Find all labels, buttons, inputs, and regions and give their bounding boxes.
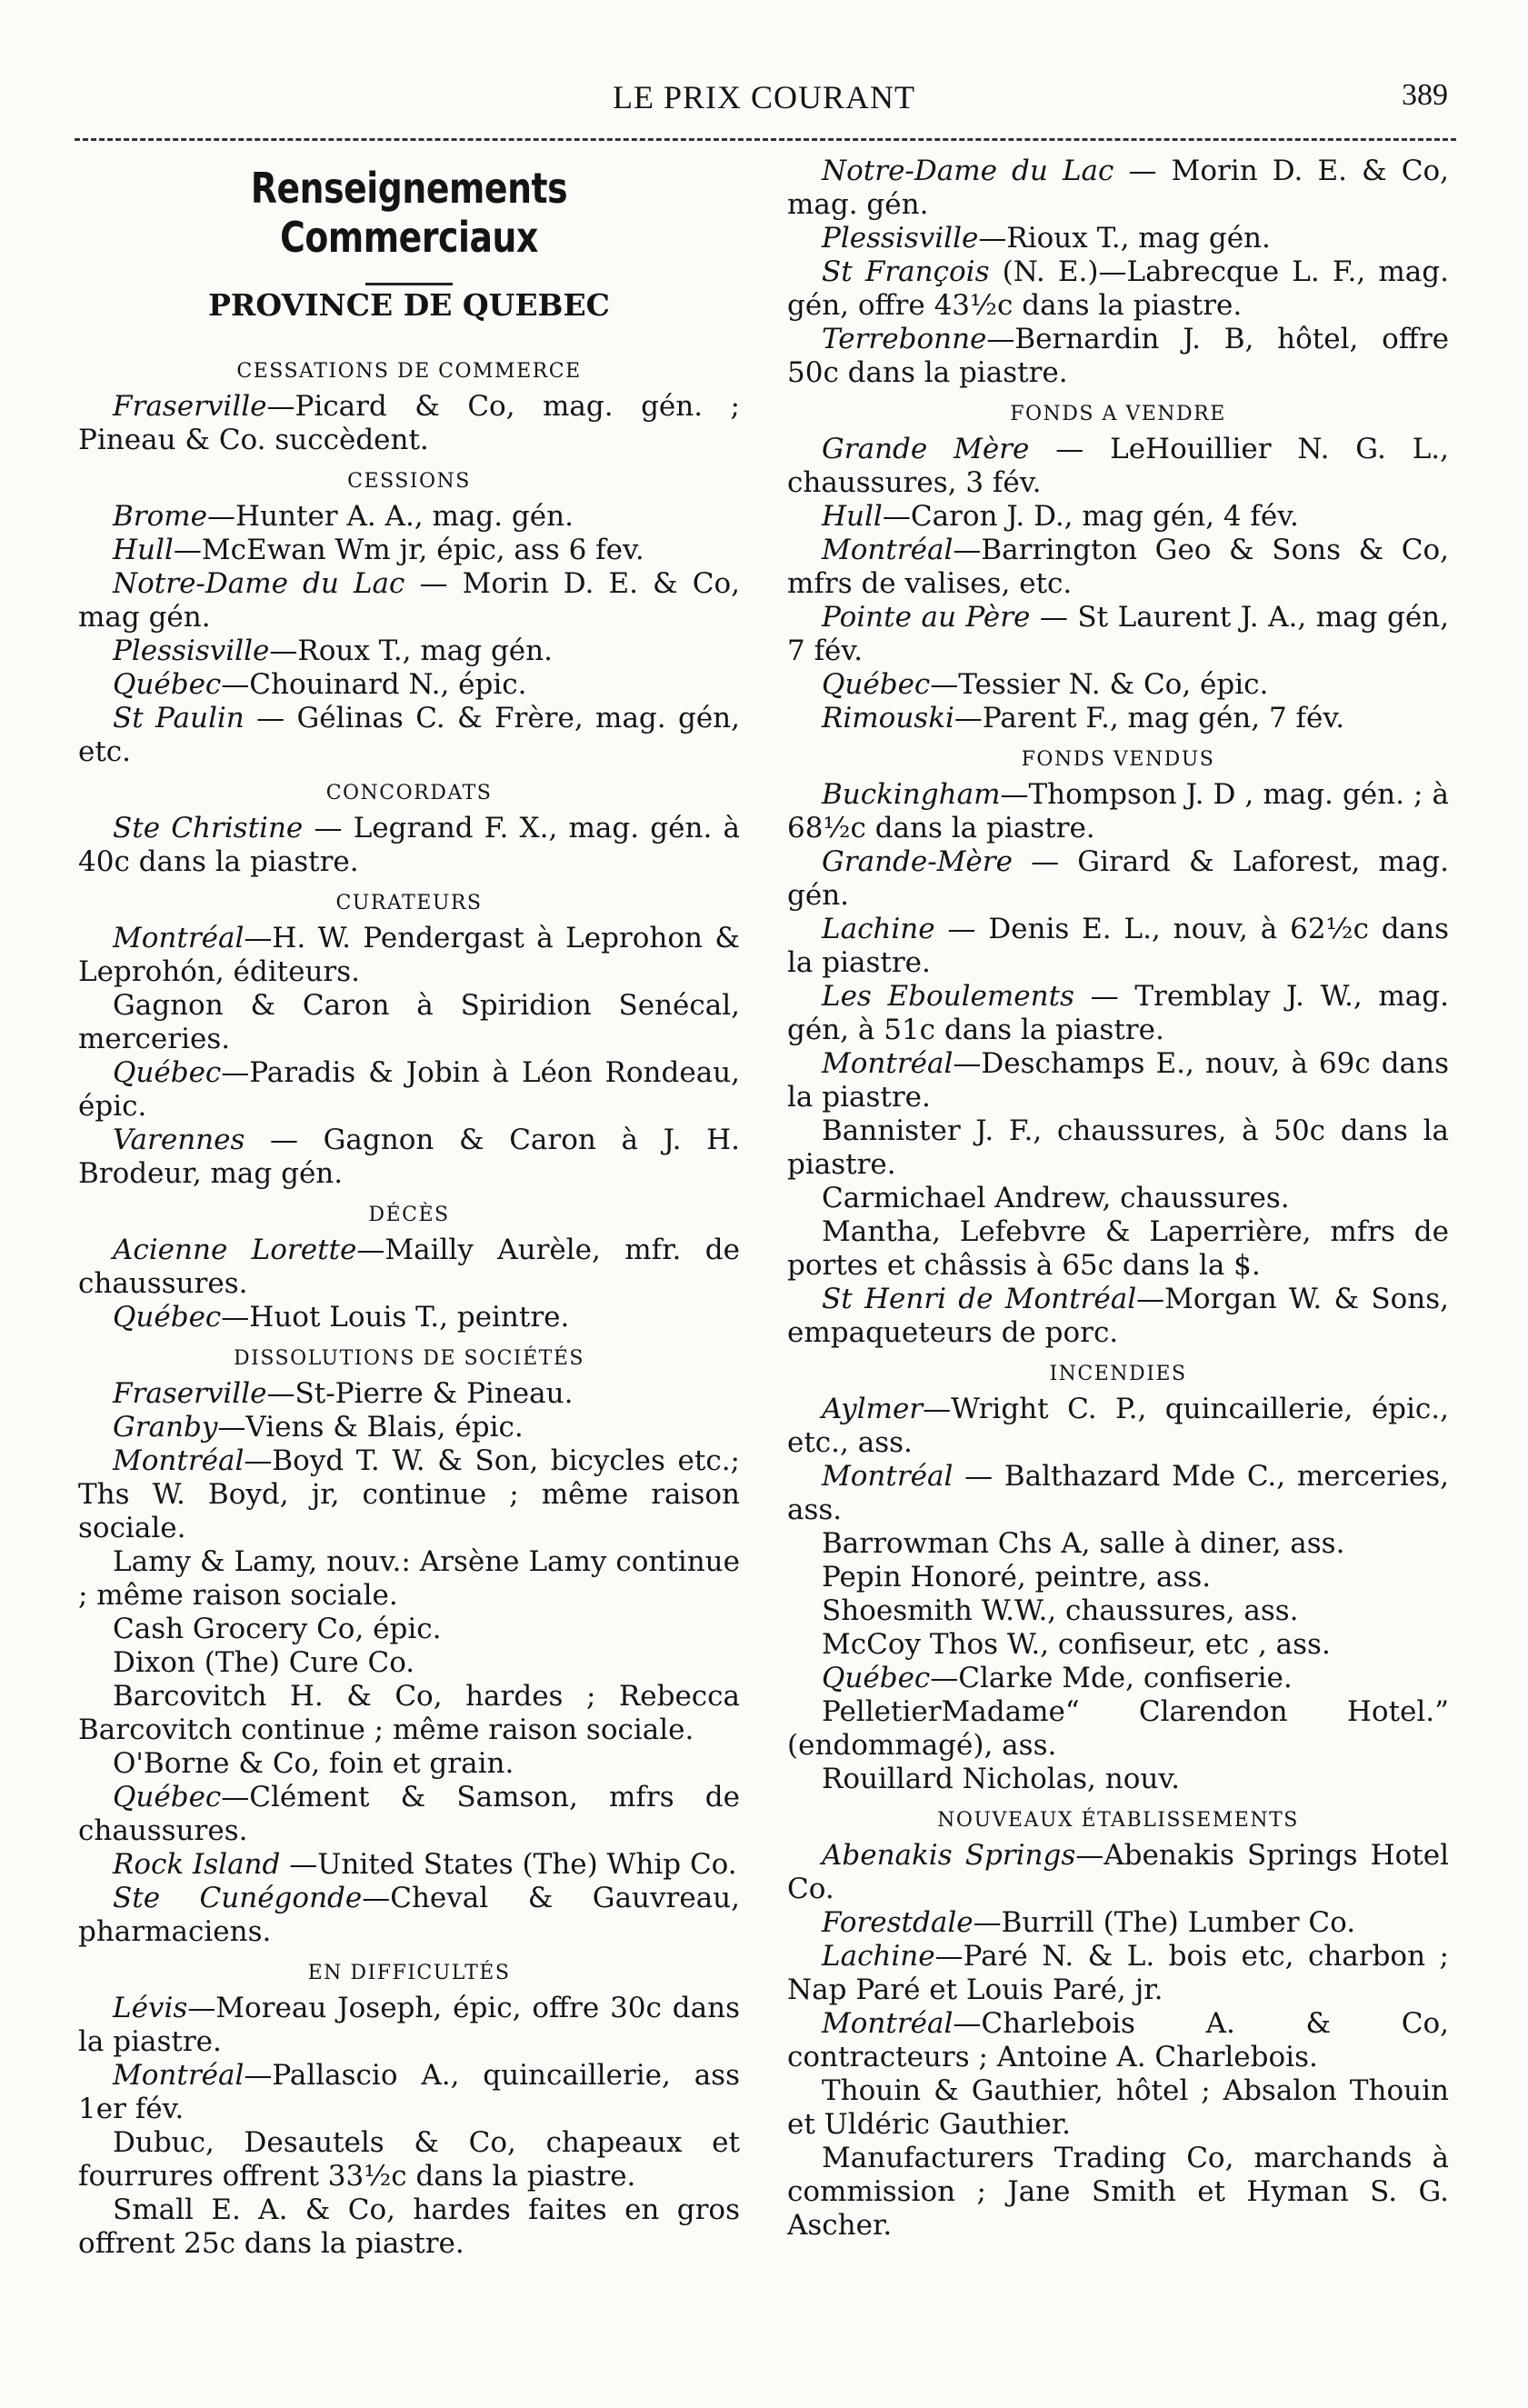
entry-text: Bannister J. F., chaussures, à 50c dans la piastre. bbox=[787, 1114, 1449, 1181]
notice-entry bbox=[78, 500, 740, 534]
running-head-title: LE PRIX COURANT bbox=[612, 79, 915, 115]
separator: — bbox=[356, 1234, 385, 1266]
notice-section bbox=[78, 782, 740, 879]
notice-entry bbox=[787, 1662, 1449, 1695]
place-name: Québec bbox=[113, 668, 222, 701]
separator: — bbox=[1012, 845, 1078, 878]
notice-entry bbox=[78, 390, 740, 457]
place-name: Montréal bbox=[113, 2059, 245, 2092]
entry-text: Charlebois A. & Co, contracteurs ; Antoine A. Charlebois. bbox=[787, 2007, 1449, 2073]
notice-entry bbox=[787, 913, 1449, 980]
notice-section bbox=[787, 155, 1449, 390]
notice-entry bbox=[78, 922, 740, 989]
place-name: Notre-Dame du Lac bbox=[113, 567, 405, 600]
separator: — bbox=[1000, 778, 1029, 811]
entry-text: Boyd T. W. & Son, bicycles etc.; Ths W. Boyd, jr, continue ; même raison sociale. bbox=[78, 1444, 740, 1544]
section-heading: CONCORDATS bbox=[325, 782, 493, 804]
entry-text: Lamy & Lamy, nouv.: Arsène Lamy continue ; même raison sociale. bbox=[78, 1545, 740, 1612]
entry-text: McCoy Thos W., confiseur, etc , ass. bbox=[822, 1628, 1331, 1661]
entry-text: Rouillard Nicholas, nouv. bbox=[822, 1763, 1181, 1795]
entry-text: Gagnon & Caron à J. H. Brodeur, mag gén. bbox=[78, 1124, 740, 1190]
separator: — bbox=[1075, 1839, 1104, 1872]
place-name: Notre-Dame du Lac bbox=[822, 155, 1114, 187]
place-name: Hull bbox=[822, 500, 883, 533]
entry-text: St Laurent J. A., mag gén, 7 fév. bbox=[787, 601, 1449, 667]
notice-entry bbox=[787, 1215, 1449, 1283]
notice-entry bbox=[787, 1628, 1449, 1662]
notice-entry bbox=[787, 222, 1449, 255]
notice-section bbox=[787, 748, 1449, 1350]
notice-entry bbox=[787, 778, 1449, 845]
separator: — bbox=[1114, 155, 1172, 187]
entry-text: Pepin Honoré, peintre, ass. bbox=[822, 1561, 1212, 1594]
entry-text: Shoesmith W.W., chaussures, ass. bbox=[822, 1594, 1299, 1627]
separator: — bbox=[404, 567, 463, 600]
entry-text: Caron J. D., mag gén, 4 fév. bbox=[910, 500, 1299, 533]
notice-entry bbox=[787, 668, 1449, 702]
header-rule bbox=[75, 138, 1456, 141]
place-name: Plessisville bbox=[113, 634, 270, 667]
separator: — bbox=[221, 1056, 250, 1089]
place-name: Les Eboulements bbox=[822, 980, 1074, 1013]
notice-section bbox=[78, 360, 740, 457]
notice-entry bbox=[787, 1527, 1449, 1561]
notice-entry bbox=[787, 534, 1449, 601]
entry-text: H. W. Pendergast à Leprohon & Leprohón, éditeurs. bbox=[78, 922, 740, 988]
section-heading: DISSOLUTIONS DE SOCIÉTÉS bbox=[234, 1347, 584, 1370]
section-heading: FONDS A VENDRE bbox=[1010, 403, 1226, 425]
running-head bbox=[0, 78, 1528, 118]
notice-entry bbox=[787, 1839, 1449, 1906]
right-sections bbox=[787, 155, 1449, 2243]
place-name: Terrebonne bbox=[822, 323, 987, 355]
place-name: Rimouski bbox=[822, 702, 954, 734]
notice-entry bbox=[78, 2126, 740, 2193]
entry-text: Parent F., mag gén, 7 fév. bbox=[982, 702, 1345, 734]
entry-text: Clément & Samson, mfrs de chaussures. bbox=[78, 1781, 740, 1847]
place-name: St Henri de Montréal bbox=[822, 1283, 1137, 1315]
notice-entry bbox=[78, 1124, 740, 1191]
entry-text: Moreau Joseph, épic, offre 30c dans la piastre. bbox=[78, 1992, 740, 2058]
entry-text: Tessier N. & Co, épic. bbox=[958, 668, 1269, 701]
left-sections bbox=[78, 360, 740, 2261]
separator: — bbox=[954, 702, 983, 734]
entry-text: Tremblay J. W., mag. gén, à 51c dans la piastre. bbox=[787, 980, 1449, 1046]
notice-entry bbox=[787, 1283, 1449, 1350]
notice-section bbox=[787, 403, 1449, 735]
entry-text: Barcovitch H. & Co, hardes ; Rebecca Barcovitch continue ; même raison sociale. bbox=[78, 1680, 740, 1746]
place-name: Québec bbox=[113, 1781, 222, 1813]
separator: — bbox=[266, 1377, 295, 1410]
separator: — bbox=[221, 668, 250, 701]
notice-entry bbox=[78, 534, 740, 567]
entry-text: Cash Grocery Co, épic. bbox=[113, 1613, 442, 1645]
separator: — bbox=[923, 1393, 952, 1425]
notice-entry bbox=[78, 1646, 740, 1680]
notice-entry bbox=[787, 2007, 1449, 2074]
entry-text: Cheval & Gauvreau, pharmaciens. bbox=[78, 1882, 740, 1948]
notice-section bbox=[787, 1809, 1449, 2243]
entry-text: Wright C. P., quincaillerie, épic., etc., ass. bbox=[787, 1393, 1449, 1459]
entry-text: Hunter A. A., mag. gén. bbox=[235, 500, 574, 533]
entry-text: Clarke Mde, confiserie. bbox=[958, 1662, 1293, 1694]
separator: — bbox=[1030, 601, 1078, 634]
notice-entry bbox=[787, 1047, 1449, 1114]
notice-entry bbox=[787, 1763, 1449, 1796]
place-name: Lachine bbox=[822, 913, 935, 945]
notice-entry bbox=[78, 702, 740, 769]
notice-entry bbox=[787, 155, 1449, 222]
place-name: Montréal bbox=[822, 2007, 954, 2040]
notice-entry bbox=[787, 255, 1449, 323]
notice-entry bbox=[787, 1114, 1449, 1182]
separator: — bbox=[244, 1444, 273, 1477]
notice-entry bbox=[78, 1781, 740, 1848]
entry-text: Manufacturers Trading Co, marchands à commission ; Jane Smith et Hyman S. G. Ascher. bbox=[787, 2142, 1449, 2242]
entry-text: Pallascio A., quincaillerie, ass 1er fév. bbox=[78, 2059, 740, 2125]
place-name: Aylmer bbox=[822, 1393, 924, 1425]
place-name: St Paulin bbox=[113, 702, 245, 734]
place-name: Brome bbox=[113, 500, 208, 533]
entry-text: Bernardin J. B, hôtel, offre 50c dans la piastre. bbox=[787, 323, 1449, 389]
separator: — bbox=[953, 1460, 1004, 1493]
separator: — bbox=[934, 913, 989, 945]
separator: — bbox=[973, 1906, 1002, 1939]
separator: — bbox=[244, 922, 273, 954]
separator: — bbox=[930, 1662, 959, 1694]
notice-entry bbox=[78, 1848, 740, 1882]
place-name: Pointe au Père bbox=[822, 601, 1031, 634]
notice-entry bbox=[78, 1680, 740, 1747]
notice-section bbox=[78, 1204, 740, 1334]
place-name: Ste Christine bbox=[113, 812, 304, 844]
entry-text: United States (The) Whip Co. bbox=[317, 1848, 737, 1881]
province-rule bbox=[365, 283, 453, 285]
separator: — bbox=[986, 323, 1015, 355]
entry-text: Legrand F. X., mag. gén. à 40c dans la piastre. bbox=[78, 812, 740, 878]
place-name: Montréal bbox=[822, 1460, 954, 1493]
separator: — bbox=[978, 222, 1007, 255]
place-name: Montréal bbox=[113, 1444, 245, 1477]
place-name: Grande Mère bbox=[822, 433, 1030, 465]
entry-text: Thouin & Gauthier, hôtel ; Absalon Thouin et Uldéric Gauthier. bbox=[787, 2074, 1449, 2141]
separator: — bbox=[953, 1047, 982, 1080]
notice-section bbox=[78, 1962, 740, 2261]
notice-entry bbox=[78, 989, 740, 1056]
separator: — bbox=[1074, 980, 1135, 1013]
notice-section bbox=[78, 892, 740, 1191]
separator: — bbox=[217, 1411, 246, 1444]
entry-text: Barrington Geo & Sons & Co, mfrs de valises, etc. bbox=[787, 534, 1449, 600]
entry-text: Carmichael Andrew, chaussures. bbox=[822, 1182, 1290, 1214]
province-heading: PROVINCE DE QUEBEC bbox=[208, 287, 610, 323]
entry-text: Morgan W. & Sons, empaqueteurs de porc. bbox=[787, 1283, 1449, 1349]
notice-entry bbox=[78, 1992, 740, 2059]
separator: — bbox=[934, 1940, 964, 1973]
notice-section bbox=[78, 470, 740, 769]
entry-text: Dixon (The) Cure Co. bbox=[113, 1646, 415, 1679]
entry-text: Abenakis Springs Hotel Co. bbox=[787, 1839, 1449, 1905]
separator: — bbox=[187, 1992, 216, 2024]
entry-text: O'Borne & Co, foin et grain. bbox=[113, 1747, 514, 1780]
section-heading: CURATEURS bbox=[335, 892, 483, 914]
entry-text: McEwan Wm jr, épic, ass 6 fev. bbox=[201, 534, 644, 566]
entry-text: Burrill (The) Lumber Co. bbox=[1001, 1906, 1356, 1939]
notice-entry bbox=[78, 1234, 740, 1301]
notice-entry bbox=[787, 1393, 1449, 1460]
separator: — bbox=[953, 534, 982, 566]
entry-text: Picard & Co, mag. gén. ; Pineau & Co. succèdent. bbox=[78, 390, 740, 456]
notice-entry bbox=[787, 1594, 1449, 1628]
notice-entry bbox=[787, 1561, 1449, 1594]
place-name: Fraserville bbox=[113, 1377, 267, 1410]
entry-text: Morin D. E. & Co, mag. gén. bbox=[787, 155, 1449, 221]
notice-entry bbox=[787, 2142, 1449, 2243]
notice-entry bbox=[787, 1460, 1449, 1527]
place-name: Acienne Lorette bbox=[113, 1234, 357, 1266]
notice-entry bbox=[78, 1301, 740, 1334]
notice-entry bbox=[787, 702, 1449, 735]
separator: — bbox=[266, 390, 295, 423]
separator: — bbox=[244, 702, 297, 734]
entry-text: LeHouillier N. G. L., chaussures, 3 fév. bbox=[787, 433, 1449, 499]
section-heading: CESSIONS bbox=[347, 470, 471, 493]
notice-entry bbox=[787, 433, 1449, 500]
place-name: Québec bbox=[113, 1056, 222, 1089]
place-name: Abenakis Springs bbox=[822, 1839, 1076, 1872]
entry-text: Rioux T., mag gén. bbox=[1006, 222, 1271, 255]
place-name: Plessisville bbox=[822, 222, 979, 255]
entry-text: Viens & Blais, épic. bbox=[245, 1411, 524, 1444]
entry-text: Roux T., mag gén. bbox=[297, 634, 553, 667]
notice-section bbox=[78, 1347, 740, 1949]
notice-entry bbox=[787, 845, 1449, 913]
notice-entry bbox=[787, 1906, 1449, 1940]
notice-entry bbox=[787, 601, 1449, 668]
place-name: Montréal bbox=[822, 1047, 954, 1080]
notice-entry bbox=[78, 1747, 740, 1781]
entry-text: St-Pierre & Pineau. bbox=[295, 1377, 574, 1410]
place-name: Lachine bbox=[822, 1940, 935, 1973]
place-name: Québec bbox=[822, 1662, 931, 1694]
entry-text: Balthazard Mde C., merceries, ass. bbox=[787, 1460, 1449, 1526]
notice-entry bbox=[78, 2059, 740, 2126]
separator: — bbox=[221, 1301, 250, 1334]
entry-text: PelletierMadame“ Clarendon Hotel.” (endommagé), ass. bbox=[787, 1695, 1449, 1762]
separator: — bbox=[269, 634, 298, 667]
left-column bbox=[78, 155, 740, 2382]
notice-entry bbox=[787, 980, 1449, 1047]
place-name: Granby bbox=[113, 1411, 218, 1444]
column-title: Renseignements Commerciaux bbox=[250, 164, 568, 262]
place-name: St François bbox=[822, 255, 990, 288]
entry-text: Barrowman Chs A, salle à diner, ass. bbox=[822, 1527, 1345, 1560]
separator: — bbox=[280, 1848, 318, 1881]
page-number: 389 bbox=[1402, 78, 1448, 112]
entry-text: Mantha, Lefebvre & Laperrière, mfrs de portes et châssis à 65c dans la $. bbox=[787, 1215, 1449, 1282]
entry-text: Gagnon & Caron à Spiridion Senécal, merceries. bbox=[78, 989, 740, 1055]
entry-text: Gélinas C. & Frère, mag. gén, etc. bbox=[78, 702, 740, 768]
notice-entry bbox=[78, 1377, 740, 1411]
place-name: Montréal bbox=[113, 922, 245, 954]
place-name: Ste Cunégonde bbox=[113, 1882, 363, 1914]
place-name: Montréal bbox=[822, 534, 954, 566]
notice-entry bbox=[78, 1056, 740, 1124]
place-name: Québec bbox=[822, 668, 931, 701]
entry-text: Girard & Laforest, mag. gén. bbox=[787, 845, 1449, 912]
section-heading: NOUVEAUX ÉTABLISSEMENTS bbox=[937, 1809, 1299, 1832]
section-heading: DÉCÈS bbox=[368, 1204, 450, 1226]
notice-entry bbox=[78, 668, 740, 702]
place-name: Lévis bbox=[113, 1992, 188, 2024]
notice-entry bbox=[787, 500, 1449, 534]
entry-text: Paré N. & L. bois etc, charbon ; Nap Paré et Louis Paré, jr. bbox=[787, 1940, 1449, 2006]
separator: — bbox=[244, 2059, 273, 2092]
notice-entry bbox=[787, 2074, 1449, 2142]
entry-text: Chouinard N., épic. bbox=[249, 668, 527, 701]
entry-text: Deschamps E., nouv, à 69c dans la piastre. bbox=[787, 1047, 1449, 1114]
notice-entry bbox=[78, 1444, 740, 1545]
section-heading: EN DIFFICULTÉS bbox=[307, 1962, 511, 1984]
notice-entry bbox=[787, 323, 1449, 390]
entry-text: Small E. A. & Co, hardes faites en gros offrent 25c dans la piastre. bbox=[78, 2193, 740, 2260]
notice-entry bbox=[78, 1613, 740, 1646]
entry-text: (N. E.)—Labrecque L. F., mag. gén, offre 43½c dans la piastre. bbox=[787, 255, 1449, 322]
notice-entry bbox=[787, 1695, 1449, 1763]
separator: — bbox=[953, 2007, 982, 2040]
right-column bbox=[787, 155, 1449, 2382]
entry-text: Huot Louis T., peintre. bbox=[249, 1301, 570, 1334]
separator: — bbox=[245, 1124, 324, 1156]
separator: — bbox=[303, 812, 354, 844]
notice-entry bbox=[787, 1182, 1449, 1215]
separator bbox=[989, 255, 1002, 288]
place-name: Hull bbox=[113, 534, 174, 566]
place-name: Rock Island bbox=[113, 1848, 281, 1881]
notice-entry bbox=[78, 1411, 740, 1444]
place-name: Grande-Mère bbox=[822, 845, 1013, 878]
separator: — bbox=[930, 668, 959, 701]
separator: — bbox=[362, 1882, 391, 1914]
section-heading: FONDS VENDUS bbox=[1021, 748, 1215, 771]
place-name: Buckingham bbox=[822, 778, 1001, 811]
entry-text: Thompson J. D , mag. gén. ; à 68½c dans la piastre. bbox=[787, 778, 1449, 844]
place-name: Varennes bbox=[113, 1124, 245, 1156]
notice-entry bbox=[78, 567, 740, 634]
entry-text: Morin D. E. & Co, mag gén. bbox=[78, 567, 740, 634]
separator: — bbox=[207, 500, 236, 533]
separator: — bbox=[1136, 1283, 1165, 1315]
place-name: Fraserville bbox=[113, 390, 267, 423]
separator: — bbox=[1029, 433, 1111, 465]
notice-entry bbox=[78, 2193, 740, 2261]
separator: — bbox=[882, 500, 911, 533]
place-name: Forestdale bbox=[822, 1906, 974, 1939]
separator: — bbox=[173, 534, 202, 566]
entry-text: Mailly Aurèle, mfr. de chaussures. bbox=[78, 1234, 740, 1300]
notice-entry bbox=[78, 812, 740, 879]
section-heading: CESSATIONS DE COMMERCE bbox=[236, 360, 582, 383]
entry-text: Dubuc, Desautels & Co, chapeaux et fourrures offrent 33½c dans la piastre. bbox=[78, 2126, 740, 2193]
separator: — bbox=[221, 1781, 250, 1813]
notice-section bbox=[787, 1363, 1449, 1796]
notice-entry bbox=[787, 1940, 1449, 2007]
section-heading: INCENDIES bbox=[1049, 1363, 1187, 1385]
entry-text: Paradis & Jobin à Léon Rondeau, épic. bbox=[78, 1056, 740, 1123]
notice-entry bbox=[78, 634, 740, 668]
notice-entry bbox=[78, 1545, 740, 1613]
notice-entry bbox=[78, 1882, 740, 1949]
entry-text: Denis E. L., nouv, à 62½c dans la piastre. bbox=[787, 913, 1449, 979]
place-name: Québec bbox=[113, 1301, 222, 1334]
